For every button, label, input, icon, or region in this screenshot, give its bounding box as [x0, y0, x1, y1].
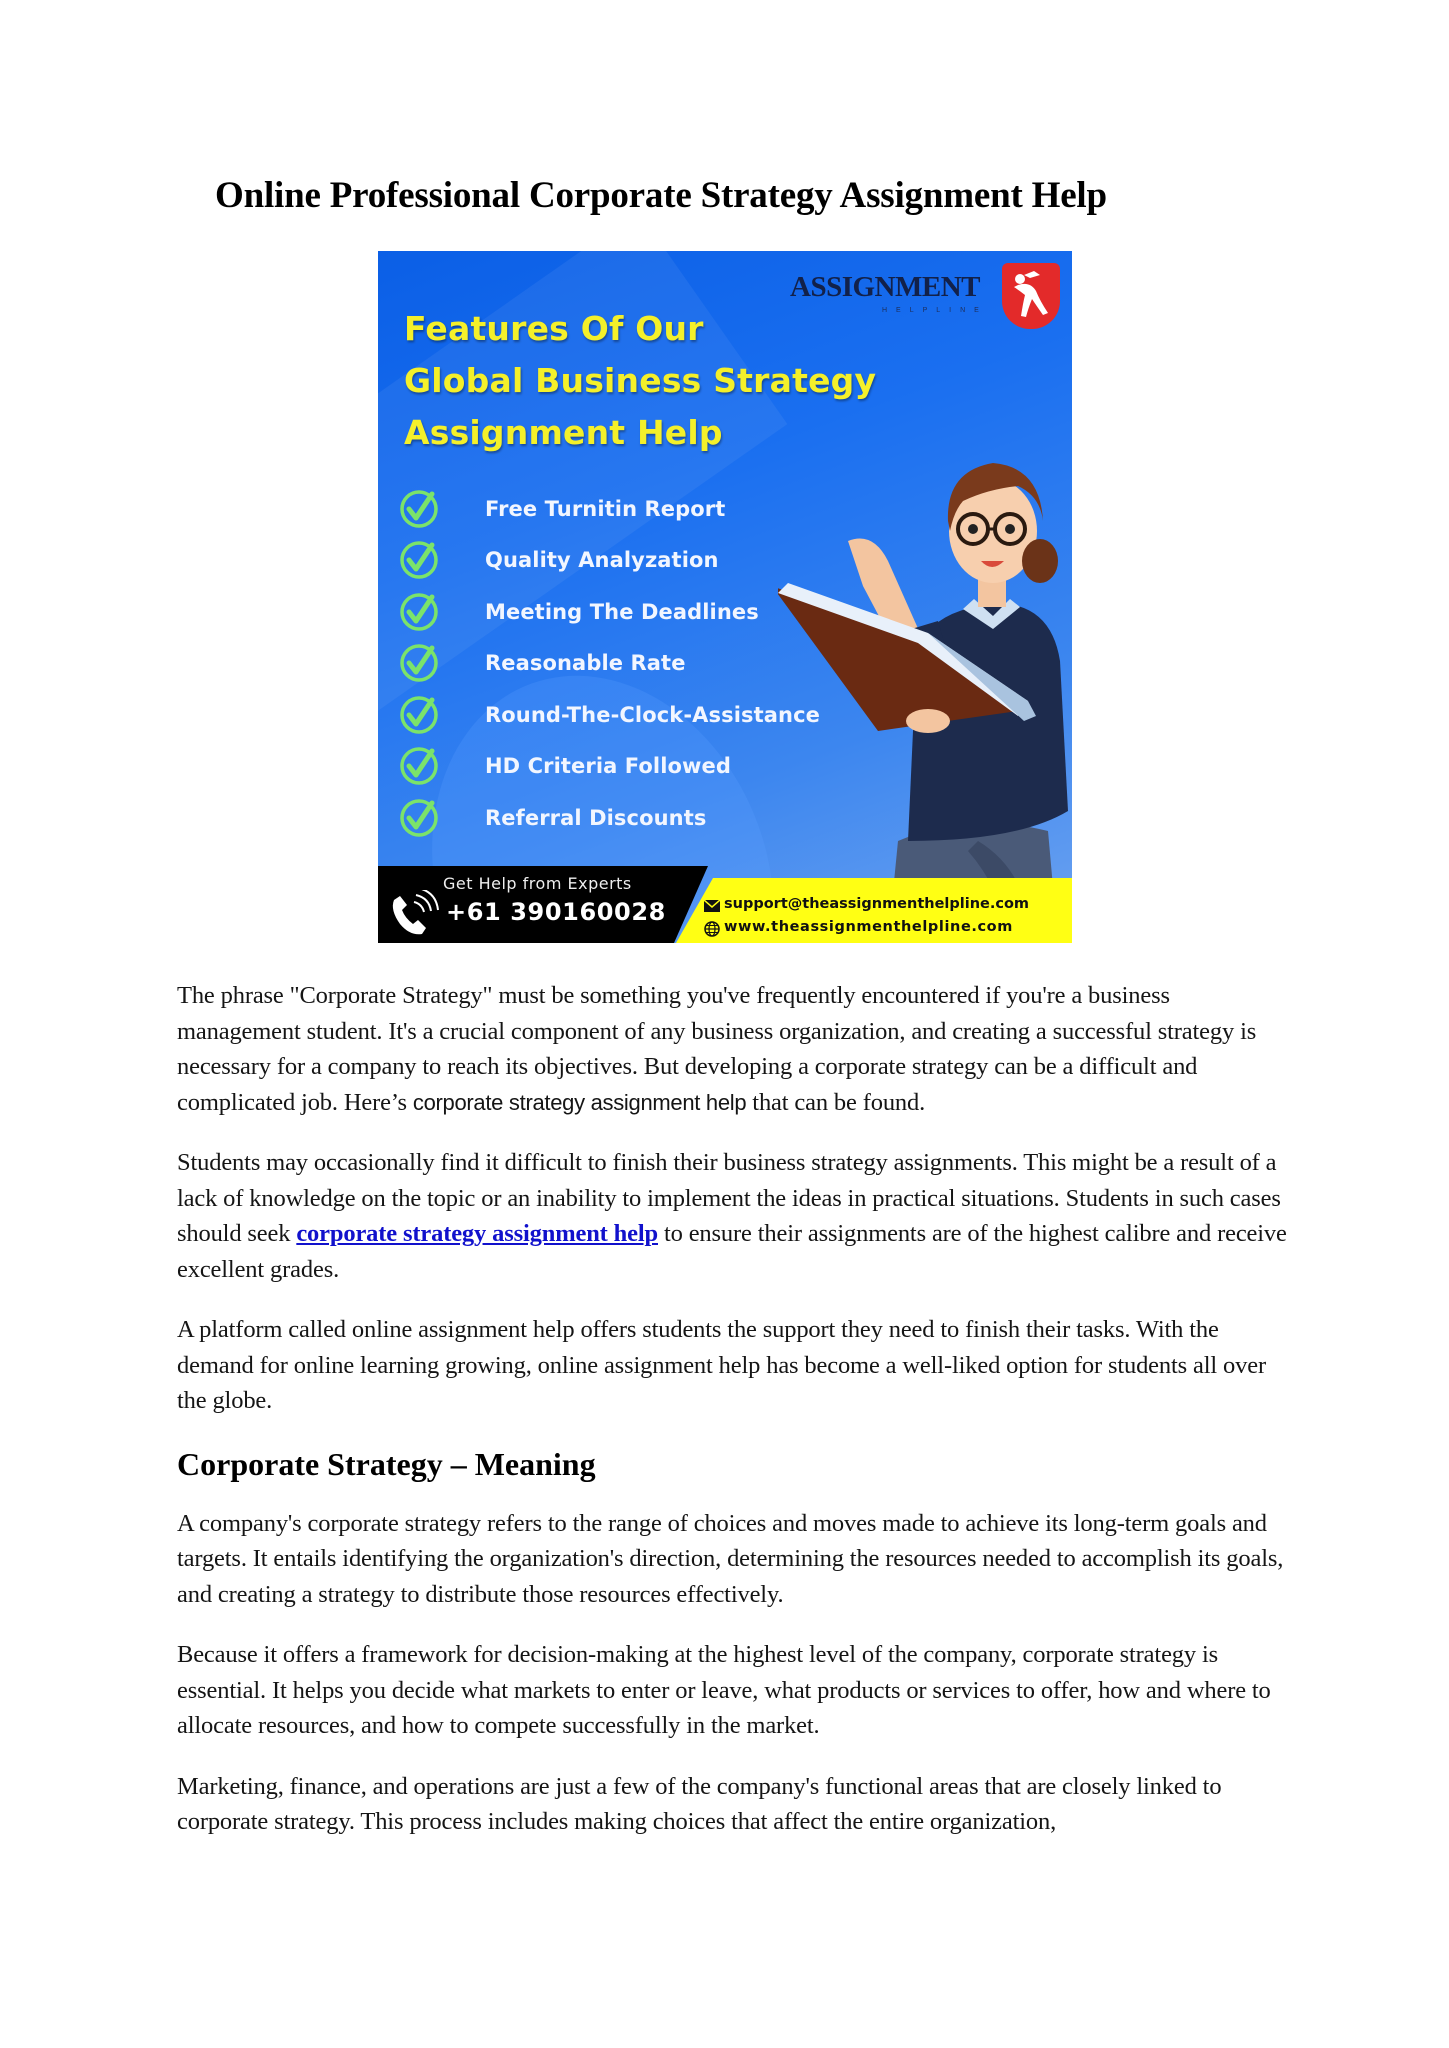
logo-name: ASSIGNMENT [790, 271, 980, 303]
banner-heading-line: Global Business Strategy [404, 361, 877, 400]
corporate-strategy-help-link[interactable]: corporate strategy assignment help [296, 1220, 658, 1247]
feature-label: HD Criteria Followed [485, 754, 732, 779]
feature-item [398, 483, 820, 535]
feature-item [398, 792, 820, 844]
phone-number: +61 390160028 [446, 898, 666, 926]
feature-label: Free Turnitin Report [485, 496, 726, 521]
page-title: Online Professional Corporate Strategy Assignment Help [215, 175, 1107, 216]
paragraph-importance: Because it offers a framework for decision-making at the highest level of the company, corporate strategy is essential. It helps you decide what markets to enter or leave, what products or services to offer, how and where to allocate resources, and how to compete successfully in the market. [177, 1641, 1271, 1739]
inline-keyword: corporate strategy assignment help [412, 1089, 747, 1115]
support-email: support@theassignmenthelpline.com [724, 896, 1030, 912]
website-url: www.theassignmenthelpline.com [724, 919, 1013, 935]
paragraph-text: to ensure their assignments are of the highest calibre and receive excellent grades. [177, 1220, 1287, 1283]
contact-footer [378, 866, 1072, 943]
banner-heading-line: Features Of Our [404, 309, 704, 348]
feature-item [398, 638, 820, 690]
globe-icon [704, 921, 720, 937]
shield-icon [1002, 263, 1060, 329]
section-heading-meaning: Corporate Strategy – Meaning [177, 1445, 596, 1482]
check-circle-icon [398, 591, 440, 633]
feature-label: Referral Discounts [485, 805, 707, 830]
feature-label: Meeting The Deadlines [485, 599, 759, 624]
features-banner-image [378, 251, 1072, 943]
banner-heading-line: Assignment Help [404, 413, 723, 452]
logo-subtitle: HELPLINE [882, 307, 988, 314]
paragraph-text: Students may occasionally find it difficult to finish their business strategy assignments. This might be a result of a lack of knowledge on the topic or an inability to implement the ideas in practical situations. Students in such cases should seek [177, 1149, 1281, 1247]
feature-item [398, 741, 820, 793]
paragraph-functional-areas: Marketing, finance, and operations are just a few of the company's functional areas that are closely linked to corporate strategy. This process includes making choices that affect the entire organization, [177, 1772, 1222, 1835]
paragraph-students [177, 1145, 1297, 1287]
phone-icon [388, 890, 440, 938]
check-circle-icon [398, 745, 440, 787]
mail-icon [704, 900, 720, 912]
paragraph-text: The phrase "Corporate Strategy" must be something you've frequently encountered if you're a business management student. It's a crucial component of any business organization, and creating a successful strategy is necessary for a company to reach its objectives. But developing a corporate strategy can be a difficult and complicated job. Here’s [177, 982, 1257, 1116]
feature-item [398, 535, 820, 587]
get-help-label: Get Help from Experts [443, 874, 632, 893]
paragraph-platform: A platform called online assignment help offers students the support they need to finish their tasks. With the demand for online learning growing, online assignment help has become a well-liked option for students all over the globe. [177, 1316, 1266, 1414]
article-body [177, 978, 1297, 1865]
check-circle-icon [398, 642, 440, 684]
check-circle-icon [398, 797, 440, 839]
check-circle-icon [398, 488, 440, 530]
feature-item [398, 586, 820, 638]
feature-label: Quality Analyzation [485, 548, 719, 573]
check-circle-icon [398, 539, 440, 581]
feature-label: Round-The-Clock-Assistance [485, 702, 820, 727]
check-circle-icon [398, 694, 440, 736]
feature-item [398, 689, 820, 741]
paragraph-intro [177, 978, 1297, 1120]
features-list [398, 483, 820, 844]
paragraph-definition: A company's corporate strategy refers to the range of choices and moves made to achieve its long-term goals and targets. It entails identifying the organization's direction, determining the resources needed to accomplish its goals, and creating a strategy to distribute those resources effectively. [177, 1509, 1284, 1608]
feature-label: Reasonable Rate [485, 651, 686, 676]
paragraph-text: that can be found. [746, 1088, 926, 1116]
teacher-illustration [778, 371, 1072, 943]
